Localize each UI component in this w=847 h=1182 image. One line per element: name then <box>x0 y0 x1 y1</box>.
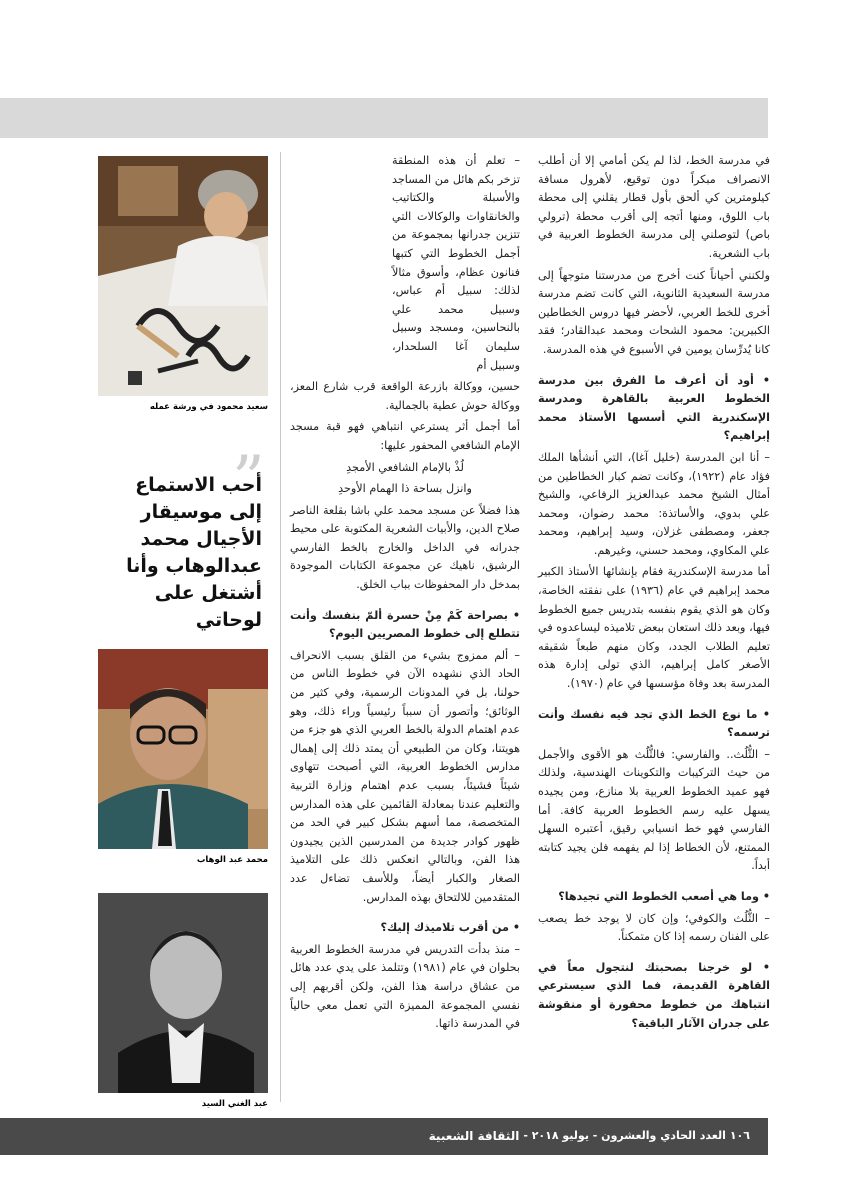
magazine-brand: الثقافة الشعبية <box>428 1129 520 1143</box>
verse-line: لُذْ بالإمام الشافعي الأمجدِ <box>346 460 464 474</box>
paragraph: – منذ بدأت التدريس في مدرسة الخطوط العربية بحلوان في عام (١٩٨١) وتتلمذ على يدي عدد هائل من عشاق دراسة هذا الفن، ولكن أقربهم إلى نفسي المجموعة المميزة التي تعمل معي حالياً في المدرسة ذاتها. <box>290 942 521 1031</box>
paragraph: – أنا ابن المدرسة (خليل آغا)، التي أنشأها الملك فؤاد عام (١٩٢٢)، وكانت تضم كبار الخطاطين من أمثال الشيخ محمد عبدالعزيز الرفاعي، والشيخ علي بدوي، والأساتذة: محمد رضوان، ومحمد جعفر، ومصطفى غزلان، وسيد إبراهيم، ومحمد علي المكاوي، ومحمد حسني، وغيرهم. <box>538 450 770 557</box>
pull-quote: أحب الاستماع إلى موسيقار الأجيال محمد عبدالوهاب وأنا أشتغل على لوحاتي <box>126 474 262 631</box>
article-column-middle <box>290 152 520 1037</box>
paragraph: – الثُّلُث.. والفارسي: فالثُّلُث هو الأقوى والأجمل من حيث التركيبات والتكوينات الهندسية، ولذلك فهو عميد الخطوط العربية بلا منازع، ومن يجيده يسهل عليه رسم الخطوط العربية كافة. أما الفارسي فهو خط انسيابي رقيق، أعتبره السهل الممتنع، لأن الخطاط إذا لم يفهمه فلن يجيد كتابته أبداً. <box>538 747 770 873</box>
photo-caption: عبد الغني السيد <box>201 1099 268 1109</box>
interview-question: • ما نوع الخط الذي تجد فيه نفسك وأنت ترسمه؟ <box>538 707 770 740</box>
page-footer <box>0 1118 768 1155</box>
article-column-right <box>538 152 770 1036</box>
interview-question: • أود أن أعرف ما الفرق بين مدرسة الخطوط العربية بالقاهرة ومدرسة الإسكندرية التي أسسها الأستاذ محمد إبراهيم؟ <box>538 373 770 443</box>
paragraph: في مدرسة الخط، لذا لم يكن أمامي إلا أن أطلب الانصراف مبكراً دون توقيع، لأهرول مسافة كيلومترين كي ألحق بأول قطار يقلني إلى محطة باب اللوق، ومنها أتجه إلى أقرب محطة (ترولي باص) لتوصلني إلى مدرسة الخطوط العربية في باب الشعرية. <box>538 154 770 260</box>
header-band <box>0 98 768 138</box>
paragraph: أما أجمل أثر يسترعي انتباهي فهو قبة مسجد الإمام الشافعي المحفور عليها: <box>290 420 520 452</box>
interview-question: • وما هي أصعب الخطوط التي تجيدها؟ <box>558 889 770 903</box>
interview-question: • لو خرجنا بصحبتك لنتجول معاً في القاهرة القديمة، فما الذي سيسترعي انتباهك من خطوط محفورة أو منقوشة على جدران الآثار الباقية؟ <box>538 960 770 1030</box>
paragraph: أما مدرسة الإسكندرية فقام بإنشائها الأستاذ الكبير محمد إبراهيم في عام (١٩٣٦) على نفقته الخاصة، وكان هو الذي يقوم بنفسه بتدريس جميع الخطوط فيها، وبعد ذلك استعان ببعض تلاميذه ليساعدوه في تعليم الطلاب الجدد، وكان منهم طبعاً شقيقه الأصغر كامل إبراهيم، الذي تولى إدارة هذه المدرسة بعد وفاة مؤسسها في عام (١٩٧٠). <box>538 565 770 691</box>
photo-caption: سعيد محمود في ورشة عمله <box>149 402 268 412</box>
interview-question: • بصراحة كَمْ مِنْ حسرة ألمّ بنفسك وأنت تتطلع إلى خطوط المصريين اليوم؟ <box>290 608 520 641</box>
calligrapher-photo <box>98 156 268 396</box>
paragraph: – تعلم أن هذه المنطقة تزخر بكم هائل من المساجد والأسبلة والكتاتيب والخانقاوات والوكالات التي تتزين جدرانها بمجموعة من أجمل الخطوط التي كتبها فنانون عظام، وأسوق مثالاً لذلك: سبيل أم عباس، وسبيل محمد علي بالنحاسين، ومسجد وسبيل سليمان آغا السلحدار، وسبيل أم <box>392 154 520 372</box>
column-divider <box>280 152 281 1102</box>
abdelghani-photo <box>98 893 268 1093</box>
abdelwahab-photo <box>98 649 268 849</box>
paragraph: ولكنني أحياناً كنت أخرج من مدرستنا متوجهاً إلى مدرسة السعيدية الثانوية، التي كانت تضم مدرسة أخرى للخط العربي، لأحضر فيها دروس الخطاطين الكبيرين: محمود الشحات ومحمد عبدالقادر؛ فقد كانا يُدرِّسان يومين في الأسبوع في هذه المدرسة. <box>538 268 770 356</box>
verse-line: وانزل بساحة ذا الهمام الأوحدِ <box>338 482 472 496</box>
paragraph: هذا فضلاً عن مسجد محمد علي باشا بقلعة الناصر صلاح الدين، والأبيات الشعرية المكتوبة على محيط جدرانه في الداخل والخارج بالخط الفارسي الرشيق، ناهيك عن مجموعة الكتابات الموجودة بمدخل دار المحفوظات بباب الخلق. <box>290 503 520 592</box>
issue-info: العدد الحادي والعشرون - يوليو ٢٠١٨ - <box>523 1129 726 1142</box>
paragraph: حسين، ووكالة بازرعة الواقعة قرب شارع المعز، ووكالة حوش عطية بالجمالية. <box>290 380 520 412</box>
quote-mark-icon: ” <box>232 443 265 517</box>
paragraph: – ألم ممزوج بشيء من القلق بسبب الانحراف الحاد الذي نشهده الآن في خطوط الناس من حولنا، بل في المدونات الرسمية، وفي كثير من الوثائق؛ وأتصور أن سبباً رئيسياً وراء ذلك، وهو عدم اهتمام الدولة بالخط العربي الذي هو جزء من هويتنا، وكان من الطبيعي أن يمتد ذلك إلى إهمال مدارس الخطوط العربية، التي أصبحت تتهاوى شيئاً فشيئاً، بسبب عدم اهتمام وزارة التربية والتعليم عندنا بمعادلة القائمين على هذه المدارس المتخصصة، مما أسهم بشكل كبير في الحد من ظهور كوادر جديدة من المدرسين الذين يجيدون هذا الفن، وبالتالي انعكس ذلك على التلاميذ الصغار والكبار أيضاً، وللأسف تضاءل عدد المتقدمين للالتحاق بهذه المدارس. <box>290 648 520 904</box>
paragraph: – الثُّلُث والكوفي؛ وإن كان لا يوجد خط يصعب على الفنان رسمه إذا كان متمكناً. <box>538 911 770 944</box>
page-number: ١٠٦ <box>729 1129 750 1142</box>
photo-caption: محمد عبد الوهاب <box>196 855 268 865</box>
interview-question: • من أقرب تلاميذك إليك؟ <box>380 921 520 935</box>
